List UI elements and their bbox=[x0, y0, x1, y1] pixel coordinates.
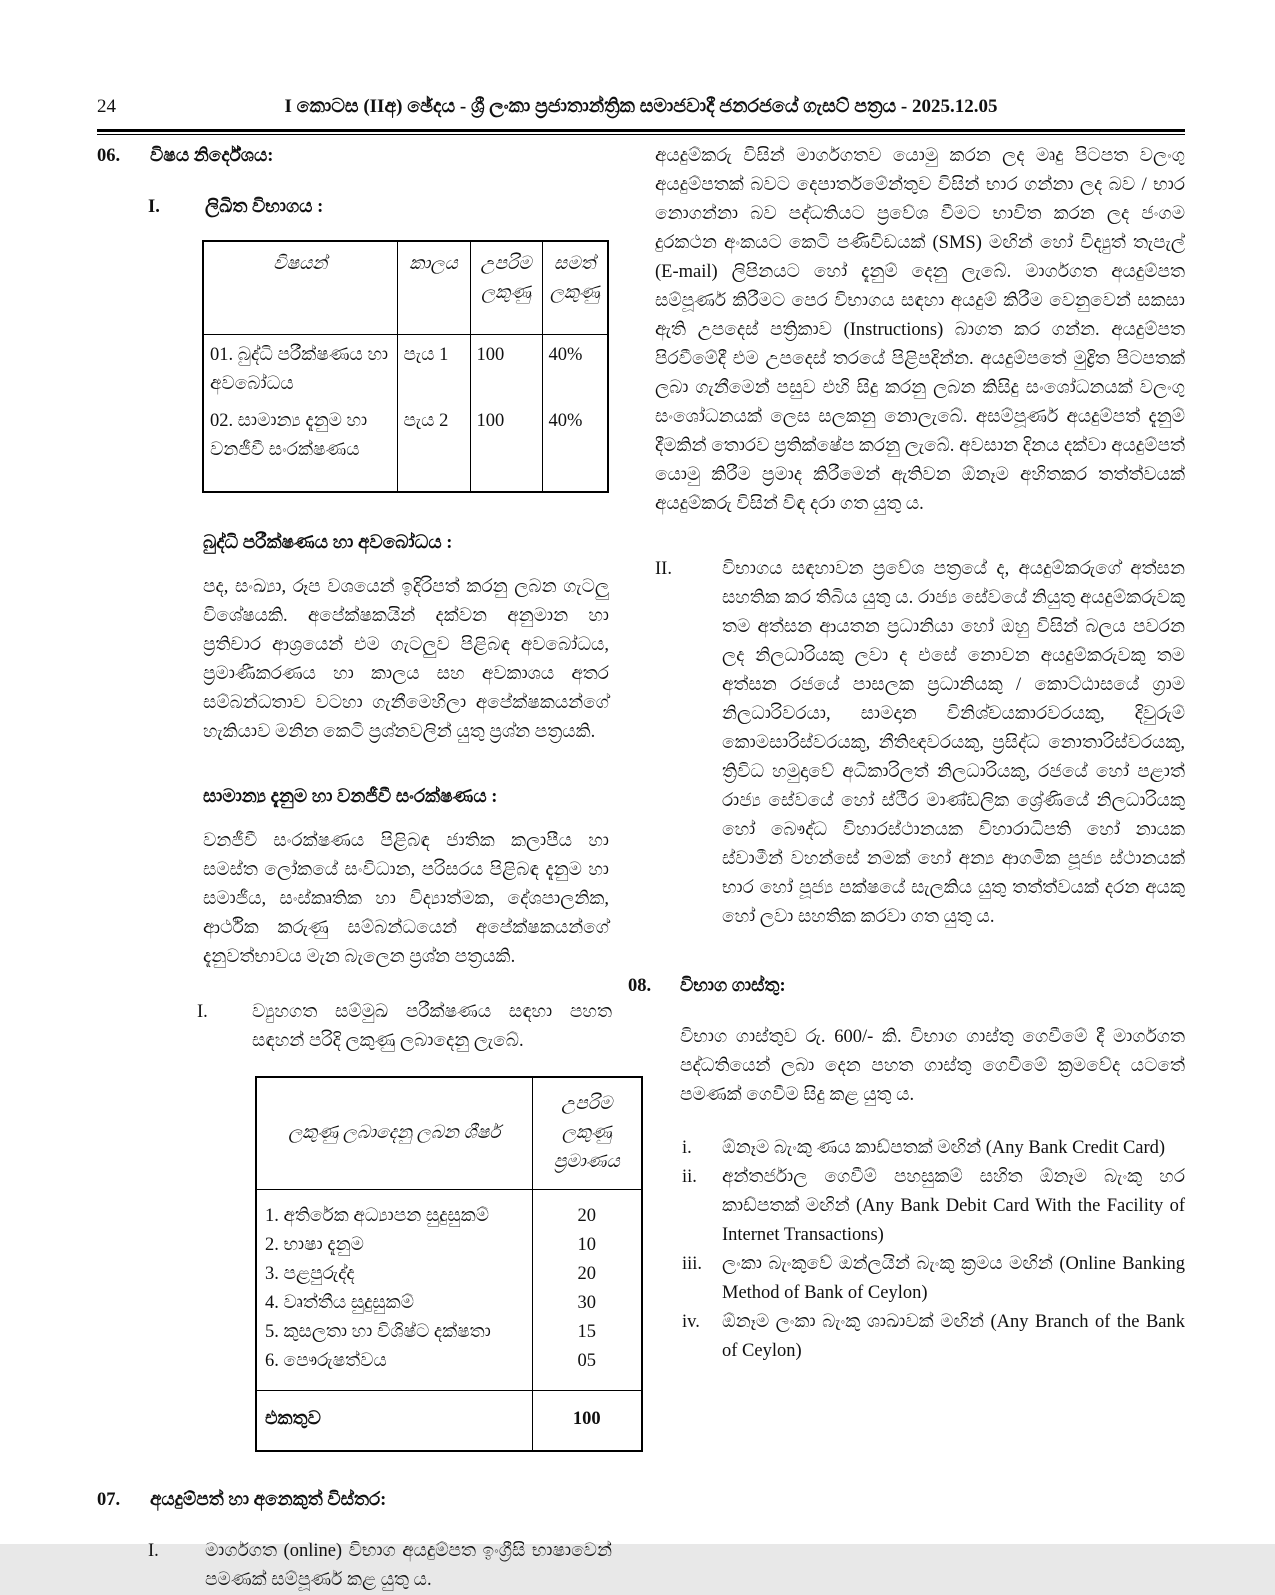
payment-method-text: අන්තර්ජාල ගෙවීම් පහසුකම් සහිත ඕනෑම බැංකු හර කාඩ්පතක් මඟින් (Any Bank Debit Card With the Facility of Internet Transactions) bbox=[722, 1167, 1185, 1245]
table-row bbox=[203, 401, 608, 492]
marks-total-row bbox=[256, 1391, 642, 1452]
header-rule-thin bbox=[97, 134, 1185, 135]
payment-method-text: ඕනෑම බැංකු ණය කාඩ්පතක් මඟින් (Any Bank Credit Card) bbox=[722, 1138, 1166, 1158]
list-item bbox=[682, 1163, 1185, 1250]
payment-method-numeral: iv. bbox=[682, 1312, 700, 1332]
header-title: I කොටස (IIඅ) ඡේදය - ශ්‍රී ලංකා ප්‍රජාතාන්ත්‍රික සමාජවාදී ජනරජයේ ගැසට් පත්‍රය - 2025.12.05 bbox=[284, 96, 998, 117]
max-marks-cell: 100 bbox=[470, 401, 542, 492]
pass-marks-cell: 40% bbox=[542, 401, 608, 492]
online-application-text: මාර්ගගත (online) විභාග අයදුම්පත ඉංග්‍රීසි භාෂාවෙන් පමණක් සම්පූර්ණ කළ යුතු ය. bbox=[205, 1541, 612, 1590]
payment-methods-list bbox=[628, 1134, 1185, 1366]
page-number: 24 bbox=[97, 96, 116, 117]
attestation-item bbox=[655, 555, 1185, 932]
section-06-title: විෂය නිර්දේශය: bbox=[150, 146, 274, 166]
exam-fee-paragraph: විභාග ගාස්තුව රු. 600/- කි. විභාග ගාස්තු ගෙවීමේ දී මාර්ගගත පද්ධතියෙන් ලබා දෙන පහත ගාස්තු ගෙවීමේ ක්‍රමවේද යටතේ පමණක් ගෙවීම සිදු කළ යුතු ය. bbox=[680, 1027, 1185, 1105]
table-row bbox=[256, 1231, 642, 1260]
time-cell: පැය 2 bbox=[397, 401, 470, 492]
marks-value-cell: 05 bbox=[532, 1347, 642, 1391]
written-exam-title: ලිඛිත විභාගය : bbox=[205, 197, 324, 217]
application-continuation-paragraph: අයදුම්කරු විසින් මාර්ගගතව යොමු කරන ලද මෘදු පිටපත වලංගු අයදුම්පතක් බවට දෙපාර්තමේන්තුව විසින් භාර ගන්නා ලද බව / භාර නොගන්නා බව පද්ධතියට ප්‍රවේශ වීමට භාවිත කරන ලද ජංගම දුරකථන අංකයට කෙටි පණිවිඩයක් (SMS) මඟින් හෝ විද්‍යුත් තැපැල් (E-mail) ලිපිනයට හෝ දැනුම් දෙනු ලැබේ. මාර්ගගත අයදුම්පත සම්පූර්ණ කිරීමට පෙර විභාගය සඳහා අයදුම් කිරීම වෙනුවෙන් සකසා ඇති උපදෙස් පත්‍රිකාව (Instructions) බාගත කර ගන්න. අයදුම්පත පිරවීමේදී එම උපදෙස් තරයේ පිළිපදින්න. අයදුම්පතේ මුද්‍රිත පිටපතක් ලබා ගැනීමෙන් පසුව එහි සිදු කරනු ලබන කිසිදු සංශෝධනයක් වලංගු සංශෝධනයක් ලෙස සලකනු නොලැබේ. අසම්පූර්ණ අයදුම්පත් දැනුම් දීමකින් තොරව ප්‍රතික්ෂේප කරනු ලැබේ. අවසාන දිනය දක්වා අයදුම්පත් යොමු කිරීම ප්‍රමාද කිරීමෙන් ඇතිවන ඕනෑම අහිතකර තත්ත්වයක් අයදුම්කරු විසින් විඳ දරා ගත යුතු ය. bbox=[655, 146, 1185, 514]
marks-value-cell: 20 bbox=[532, 1260, 642, 1289]
table-row bbox=[256, 1347, 642, 1391]
payment-method-text: ඕනෑම ලංකා බැංකු ශාඛාවක් මඟින් (Any Branch of the Bank of Ceylon) bbox=[722, 1312, 1185, 1361]
right-column bbox=[628, 142, 1185, 1595]
marks-table bbox=[255, 1076, 643, 1452]
subjects-table bbox=[202, 240, 609, 493]
subjects-table-header-row bbox=[203, 241, 608, 335]
two-column-body bbox=[97, 142, 1185, 1595]
marks-table-header-row bbox=[256, 1077, 642, 1190]
subject-cell: 01. බුද්ධි පරීක්ෂණය හා අවබෝධය bbox=[203, 335, 397, 402]
marks-value-cell: 30 bbox=[532, 1289, 642, 1318]
interview-item-text: ව්‍යුහගත සම්මුඛ පරීක්ෂණය සඳහා පහත සඳහන් පරිදි ලකුණු ලබාදෙනු ලැබේ. bbox=[252, 1002, 612, 1051]
marks-label-cell: 4. වෘත්තීය සුදුසුකම් bbox=[256, 1289, 532, 1318]
section-08-number: 08. bbox=[628, 976, 652, 996]
payment-method-text: ලංකා බැංකුවේ ඔන්ලයින් බැංකු ක්‍රමය මඟින් (Online Banking Method of Bank of Ceylon) bbox=[722, 1254, 1185, 1303]
marks-table-header-label: ලකුණු ලබාදෙනු ලබන ශීර්ෂ bbox=[256, 1077, 532, 1190]
subjects-table-header-subject: විෂයන් bbox=[203, 241, 397, 335]
marks-value-cell: 10 bbox=[532, 1231, 642, 1260]
interview-item-numeral: I. bbox=[197, 1002, 208, 1022]
table-row bbox=[256, 1260, 642, 1289]
table-row bbox=[256, 1289, 642, 1318]
section-08-heading bbox=[628, 972, 1185, 1001]
left-column bbox=[97, 142, 620, 1595]
list-item bbox=[682, 1250, 1185, 1308]
max-marks-cell: 100 bbox=[470, 335, 542, 402]
written-exam-numeral: I. bbox=[148, 197, 160, 217]
table-row bbox=[256, 1318, 642, 1347]
interview-marks-item bbox=[197, 998, 612, 1056]
list-item bbox=[682, 1134, 1185, 1163]
iq-section-paragraph: පද, සංඛ්‍යා, රූප වශයෙන් ඉදිරිපත් කරනු ලබන ගැටලු විශේෂයකි. අපේක්ෂකයින් දක්වන අනුමාන හා ප්‍රතිචාර ආශ්‍රයෙන් එම ගැටලුව පිළිබඳ අවබෝධය, ප්‍රමාණීකරණය හා කාලය සහ අවකාශය අතර සම්බන්ධතාව වටහා ගැනීමෙහිලා අපේක්ෂකයන්ගේ හැකියාව මනින කෙටි ප්‍රශ්නවලින් යුතු ප්‍රශ්න පත්‍රයකි. bbox=[203, 577, 609, 742]
attestation-numeral: II. bbox=[655, 559, 672, 579]
gk-section-paragraph: වනජීවී සංරක්ෂණය පිළිබඳ ජාතික කලාපීය හා සමස්ත ලෝකයේ සංවිධාන, පරිසරය පිළිබඳ දැනුම හා සමාජීය, සංස්කෘතික හා විද්‍යාත්මක, දේශපාලනික, ආර්ථික කරුණු සම්බන්ධයෙන් අපේක්ෂකයන්ගේ දැනුවත්භාවය මැන බැලෙන ප්‍රශ්න පත්‍රයකි. bbox=[203, 831, 609, 967]
page-header bbox=[97, 0, 1185, 126]
table-row bbox=[256, 1190, 642, 1232]
section-07-heading bbox=[97, 1486, 612, 1515]
subjects-table-header-pass: සමත් ලකුණු bbox=[542, 241, 608, 335]
marks-label-cell: 2. භාෂා දැනුම bbox=[256, 1231, 532, 1260]
time-cell: පැය 1 bbox=[397, 335, 470, 402]
written-exam-item bbox=[148, 193, 612, 222]
subjects-table-header-max: උපරිම ලකුණු bbox=[470, 241, 542, 335]
marks-label-cell: 5. කුසලතා හා විශිෂ්ට දක්ෂතා bbox=[256, 1318, 532, 1347]
table-row bbox=[203, 335, 608, 402]
payment-method-numeral: ii. bbox=[682, 1167, 697, 1187]
subject-cell: 02. සාමාන්‍ය දැනුම හා වනජීවී සංරක්ෂණය bbox=[203, 401, 397, 492]
list-item bbox=[682, 1308, 1185, 1366]
online-application-numeral: I. bbox=[148, 1541, 159, 1561]
payment-method-numeral: iii. bbox=[682, 1254, 703, 1274]
attestation-text: විභාගය සඳහාවන ප්‍රවේශ පත්‍රයේ ද, අයදුම්කරුගේ අත්සන සහතික කර තිබිය යුතු ය. රාජ්‍ය සේවයේ නියුතු අයදුම්කරුවකු තම අත්සන ආයතන ප්‍රධානියා හෝ ඔහු විසින් බලය පවරන ලද නිලධාරියකු ලවා ද එසේ නොවන අයදුම්කරුවකු තම අත්සන රජයේ පාසලක ප්‍රධානියකු / කොට්ඨාසයේ ග්‍රාම නිලධාරිවරයා, සාමදාන විනිශ්චයකාරවරයකු, දිවුරුම් කොමසාරිස්වරයකු, නීතිඥවරයකු, ප්‍රසිද්ධ නොතාරිස්වරයකු, ත්‍රිවිධ හමුදාවේ අධිකාරිලත් නිලධාරියකු, රජයේ හෝ පළාත් රාජ්‍ය සේවයේ හෝ ස්ථීර මාණ්ඩලික ශ්‍රේණියේ නිලධාරියකු හෝ බෞද්ධ විහාරස්ථානයක විහාරාධිපති හෝ නායක ස්වාමීන් වහන්සේ නමක් හෝ අන්‍ය ආගමික පූජ්‍ය ස්ථානයක් භාර හෝ පූජ්‍ය පක්ෂයේ සැලකිය යුතු තත්ත්වයක් දරන අයකු හෝ ලවා සහතික කරවා ගත යුතු ය. bbox=[722, 559, 1185, 927]
online-application-item bbox=[148, 1537, 612, 1595]
header-rule-thick bbox=[97, 129, 1185, 132]
section-07-title: අයදුම්පත් හා අනෙකුත් විස්තර: bbox=[150, 1490, 387, 1510]
gk-section-heading: සාමාන්‍ය දැනුම හා වනජීවී සංරක්ෂණය : bbox=[203, 787, 498, 807]
marks-value-cell: 15 bbox=[532, 1318, 642, 1347]
section-06-number: 06. bbox=[97, 146, 121, 166]
marks-total-label: එකතුව bbox=[256, 1391, 532, 1452]
section-06-heading bbox=[97, 142, 612, 171]
marks-total-value: 100 bbox=[532, 1391, 642, 1452]
marks-label-cell: 1. අතිරේක අධ්‍යාපන සුදුසුකම් bbox=[256, 1190, 532, 1232]
iq-section-heading: බුද්ධි පරීක්ෂණය හා අවබෝධය : bbox=[203, 533, 453, 553]
marks-table-header-max: උපරිම ලකුණු ප්‍රමාණය bbox=[532, 1077, 642, 1190]
marks-label-cell: 3. පළපුරුද්ද bbox=[256, 1260, 532, 1289]
section-07-number: 07. bbox=[97, 1490, 121, 1510]
section-08-title: විභාග ගාස්තු: bbox=[680, 976, 786, 996]
payment-method-numeral: i. bbox=[682, 1138, 692, 1158]
pass-marks-cell: 40% bbox=[542, 335, 608, 402]
marks-label-cell: 6. පෞරුෂත්වය bbox=[256, 1347, 532, 1391]
subjects-table-header-time: කාලය bbox=[397, 241, 470, 335]
marks-value-cell: 20 bbox=[532, 1190, 642, 1232]
